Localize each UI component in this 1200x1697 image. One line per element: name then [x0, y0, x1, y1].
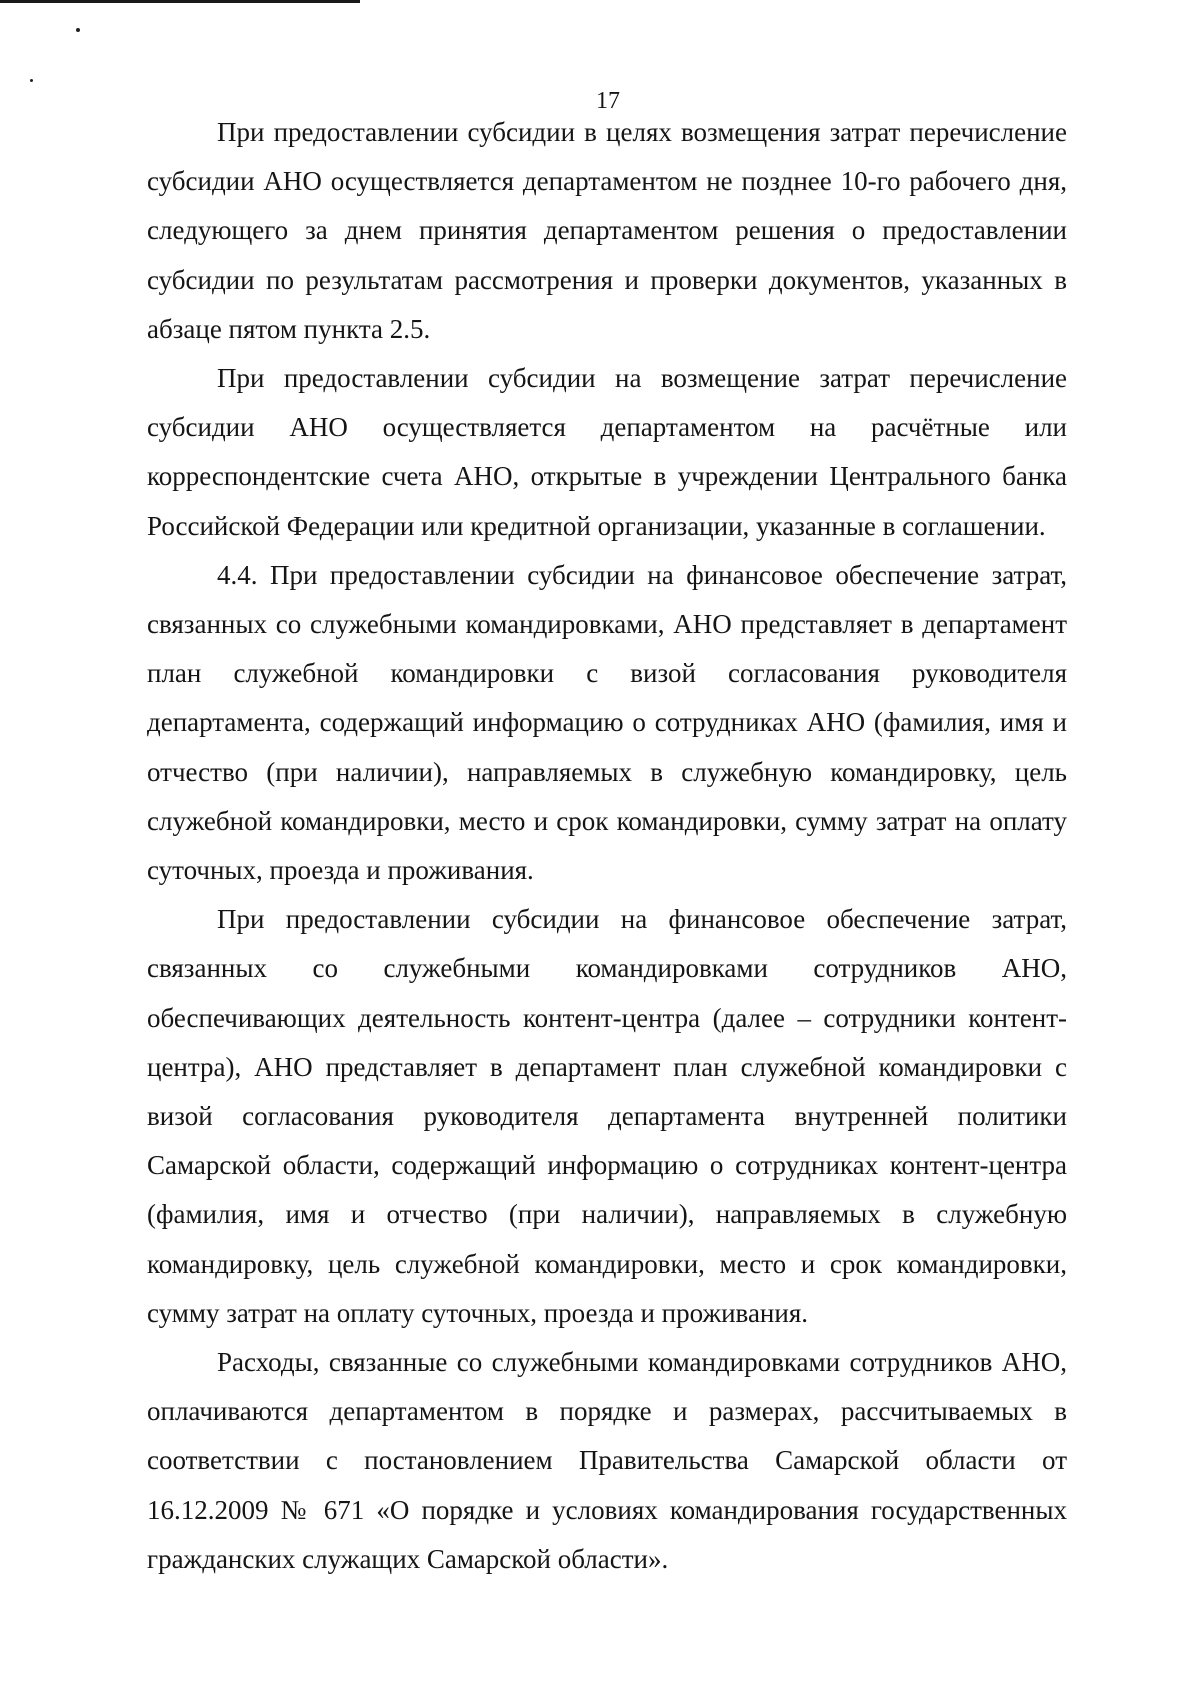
document-body	[147, 108, 1067, 1584]
paragraph: При предоставлении субсидии в целях возмещения затрат перечисление субсидии АНО осуществляется департаментом не позднее 10-го рабочего дня, следующего за днем принятия департаментом решения о предоставлении субсидии по результатам рассмотрения и проверки документов, указанных в абзаце пятом пункта 2.5.	[147, 117, 1067, 344]
page-number: 17	[596, 88, 620, 114]
scan-speck	[76, 28, 80, 32]
scan-speck	[30, 79, 33, 82]
paragraph: 4.4. При предоставлении субсидии на финансовое обеспечение затрат, связанных со служебными командировками, АНО представляет в департамент план служебной командировки с визой согласования руководителя департамента, содержащий информацию о сотрудниках АНО (фамилия, имя и отчество (при наличии), направляемых в служебную командировку, цель служебной командировки, место и срок командировки, сумму затрат на оплату суточных, проезда и проживания.	[147, 559, 1067, 886]
scan-top-rule	[0, 0, 360, 3]
paragraph: Расходы, связанные со служебными командировками сотрудников АНО, оплачиваются департаментом в порядке и размерах, рассчитываемых в соответствии с постановлением Правительства Самарской области от 16.12.2009 № 671 «О порядке и условиях командирования государственных гражданских служащих Самарской области».	[147, 1347, 1067, 1574]
paragraph: При предоставлении субсидии на финансовое обеспечение затрат, связанных со служебными командировками сотрудников АНО, обеспечивающих деятельность контент-центра (далее – сотрудники контент-центра), АНО представляет в департамент план служебной командировки с визой согласования руководителя департамента внутренней политики Самарской области, содержащий информацию о сотрудниках контент-центра (фамилия, имя и отчество (при наличии), направляемых в служебную командировку, цель служебной командировки, место и срок командировки, сумму затрат на оплату суточных, проезда и проживания.	[147, 904, 1067, 1328]
paragraph: При предоставлении субсидии на возмещение затрат перечисление субсидии АНО осуществляется департаментом на расчётные или корреспондентские счета АНО, открытые в учреждении Центрального банка Российской Федерации или кредитной организации, указанные в соглашении.	[147, 363, 1067, 541]
